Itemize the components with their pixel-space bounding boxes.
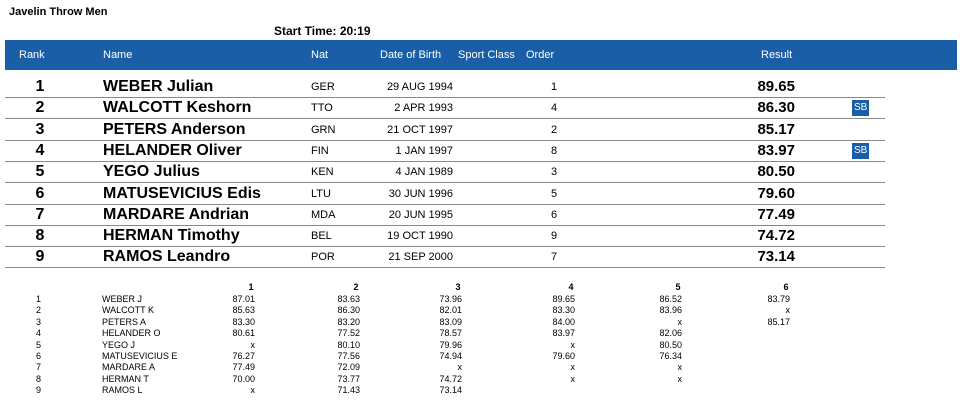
attempt-mark: 83.97 xyxy=(552,328,575,339)
attempt-mark: 71.43 xyxy=(337,385,360,396)
attempt-mark: 80.61 xyxy=(232,328,255,339)
date-of-birth: 1 JAN 1997 xyxy=(395,144,453,157)
series-athlete: WALCOTT K xyxy=(102,305,155,316)
attempt-header: 4 xyxy=(568,282,574,292)
result-rank: 5 xyxy=(35,163,45,181)
attempt-mark: 73.77 xyxy=(337,373,360,384)
attempt-mark: 83.30 xyxy=(552,305,575,316)
nationality: MDA xyxy=(311,208,336,221)
nationality: POR xyxy=(311,251,335,264)
nationality: KEN xyxy=(311,166,334,179)
result-row xyxy=(5,120,885,141)
header-order: Order xyxy=(526,49,555,61)
attempt-header: 2 xyxy=(353,282,359,292)
result-rank: 8 xyxy=(35,227,45,245)
nationality: GRN xyxy=(311,123,336,136)
series-athlete: HELANDER O xyxy=(102,328,161,339)
attempt-mark: x xyxy=(677,362,682,373)
header-dob: Date of Birth xyxy=(380,49,442,61)
result-mark: 79.60 xyxy=(757,184,795,202)
attempt-header: 5 xyxy=(675,282,681,292)
attempt-mark: x xyxy=(785,305,790,316)
attempt-mark: 83.63 xyxy=(337,294,360,304)
attempt-mark: 77.52 xyxy=(337,328,360,339)
date-of-birth: 30 JUN 1996 xyxy=(388,187,453,200)
attempt-mark: 86.30 xyxy=(337,305,360,316)
series-rank: 8 xyxy=(36,373,42,384)
result-mark: 74.72 xyxy=(757,227,795,245)
nationality: LTU xyxy=(311,187,331,200)
attempt-mark: x xyxy=(570,362,575,373)
attempt-mark: 80.10 xyxy=(337,339,360,350)
result-row xyxy=(5,205,885,226)
attempt-mark: 83.09 xyxy=(439,316,462,327)
attempt-mark: 80.50 xyxy=(659,339,682,350)
result-rank: 9 xyxy=(35,248,45,266)
series-rank: 4 xyxy=(36,328,42,339)
attempt-mark: 74.94 xyxy=(439,351,462,361)
athlete-name: WEBER Julian xyxy=(103,78,214,95)
result-rank: 4 xyxy=(35,141,45,159)
attempt-mark: 73.14 xyxy=(439,385,462,396)
attempt-mark: 76.27 xyxy=(232,351,255,361)
attempt-header: 1 xyxy=(248,282,254,292)
attempt-mark: 82.01 xyxy=(439,305,462,316)
attempt-header: 6 xyxy=(783,282,789,292)
attempt-mark: 79.96 xyxy=(439,339,462,350)
attempt-mark: 83.96 xyxy=(659,305,682,316)
attempt-header: 3 xyxy=(455,282,461,292)
result-row xyxy=(5,141,885,162)
attempt-mark: x xyxy=(677,316,682,327)
attempt-mark: 70.00 xyxy=(232,373,255,384)
attempt-mark: x xyxy=(457,362,462,373)
attempt-mark: 85.17 xyxy=(767,316,790,327)
attempt-mark: 72.09 xyxy=(337,362,360,373)
header-result: Result xyxy=(761,49,793,61)
start-order: 9 xyxy=(550,230,558,243)
attempt-mark: 76.34 xyxy=(659,351,682,361)
header-nat: Nat xyxy=(311,49,329,61)
series-athlete: YEGO J xyxy=(102,339,136,350)
date-of-birth: 4 JAN 1989 xyxy=(395,166,453,179)
attempt-mark: 86.52 xyxy=(659,294,682,304)
athlete-name: MARDARE Andrian xyxy=(103,205,250,223)
result-mark: 77.49 xyxy=(757,205,795,223)
series-rank: 5 xyxy=(36,339,42,350)
attempt-mark: x xyxy=(570,373,575,384)
athlete-name: YEGO Julius xyxy=(103,163,200,181)
result-mark: 73.14 xyxy=(757,248,795,266)
result-rank: 6 xyxy=(35,184,45,202)
athlete-name: WALCOTT Keshorn xyxy=(103,99,252,117)
date-of-birth: 2 APR 1993 xyxy=(394,102,453,115)
attempt-mark: 79.60 xyxy=(552,351,575,361)
start-order: 4 xyxy=(550,102,558,115)
series-rank: 1 xyxy=(36,294,42,304)
series-rank: 3 xyxy=(36,316,42,327)
start-order: 3 xyxy=(550,166,558,179)
result-mark: 86.30 xyxy=(757,99,795,117)
series-athlete: WEBER J xyxy=(102,294,143,304)
series-athlete: MARDARE A xyxy=(102,362,156,373)
attempt-mark: x xyxy=(250,385,255,396)
result-rank: 1 xyxy=(35,78,45,95)
event-title: Javelin Throw Men xyxy=(9,6,108,18)
result-row xyxy=(5,247,885,268)
result-mark: 89.65 xyxy=(757,78,795,95)
result-row xyxy=(5,184,885,205)
attempt-mark: 78.57 xyxy=(439,328,462,339)
attempt-mark: 89.65 xyxy=(552,294,575,304)
athlete-name: HELANDER Oliver xyxy=(103,141,242,159)
date-of-birth: 21 OCT 1997 xyxy=(387,123,453,136)
attempt-mark: 83.20 xyxy=(337,316,360,327)
nationality: FIN xyxy=(311,144,329,157)
start-order: 6 xyxy=(550,208,558,221)
start-time xyxy=(274,24,371,38)
attempt-mark: x xyxy=(570,339,575,350)
attempt-mark: x xyxy=(250,339,255,350)
athlete-name: RAMOS Leandro xyxy=(103,248,231,266)
series-rank: 6 xyxy=(36,351,42,361)
attempt-mark: 83.79 xyxy=(767,294,790,304)
attempt-mark: x xyxy=(677,373,682,384)
attempt-mark: 85.63 xyxy=(232,305,255,316)
series-athlete: HERMAN T xyxy=(102,373,149,384)
start-order: 5 xyxy=(550,187,558,200)
result-mark: 80.50 xyxy=(757,163,795,181)
start-order: 8 xyxy=(550,144,558,157)
result-mark: 83.97 xyxy=(757,141,795,159)
header-sport-class: Sport Class xyxy=(458,49,515,61)
date-of-birth: 20 JUN 1995 xyxy=(388,208,453,221)
season-best-badge: SB xyxy=(852,143,869,159)
attempt-mark: 87.01 xyxy=(232,294,255,304)
result-row xyxy=(5,226,885,247)
start-order: 2 xyxy=(550,123,558,136)
header-name: Name xyxy=(103,49,133,61)
series-rank: 2 xyxy=(36,305,42,316)
series-athlete: MATUSEVICIUS E xyxy=(102,351,178,361)
attempt-mark: 77.56 xyxy=(337,351,360,361)
result-row xyxy=(5,98,885,119)
start-time-label: Start Time: xyxy=(274,24,337,38)
start-order: 7 xyxy=(550,251,558,264)
series-athlete: PETERS A xyxy=(102,316,147,327)
result-mark: 85.17 xyxy=(757,120,795,138)
attempt-mark: 84.00 xyxy=(552,316,575,327)
results-table-header xyxy=(5,40,957,70)
result-rank: 7 xyxy=(35,205,45,223)
nationality: GER xyxy=(311,81,335,93)
result-rank: 2 xyxy=(35,99,45,117)
result-rank: 3 xyxy=(35,120,45,138)
result-row xyxy=(5,162,885,183)
season-best-badge: SB xyxy=(852,100,869,116)
header-rank: Rank xyxy=(19,49,45,61)
series-athlete: RAMOS L xyxy=(102,385,143,396)
nationality: BEL xyxy=(311,230,332,243)
date-of-birth: 29 AUG 1994 xyxy=(386,81,453,93)
series-rank: 9 xyxy=(36,385,42,396)
attempt-mark: 82.06 xyxy=(659,328,682,339)
start-order: 1 xyxy=(550,81,558,93)
attempt-mark: 83.30 xyxy=(232,316,255,327)
attempt-mark: 77.49 xyxy=(232,362,255,373)
date-of-birth: 21 SEP 2000 xyxy=(388,251,453,264)
result-row xyxy=(5,77,885,98)
attempt-mark: 73.96 xyxy=(439,294,462,304)
athlete-name: MATUSEVICIUS Edis xyxy=(103,184,261,202)
start-time-value: 20:19 xyxy=(339,24,371,38)
attempt-mark: 74.72 xyxy=(439,373,462,384)
series-rank: 7 xyxy=(36,362,42,373)
date-of-birth: 19 OCT 1990 xyxy=(387,230,453,243)
nationality: TTO xyxy=(311,102,333,115)
athlete-name: HERMAN Timothy xyxy=(103,227,240,245)
athlete-name: PETERS Anderson xyxy=(103,120,246,138)
